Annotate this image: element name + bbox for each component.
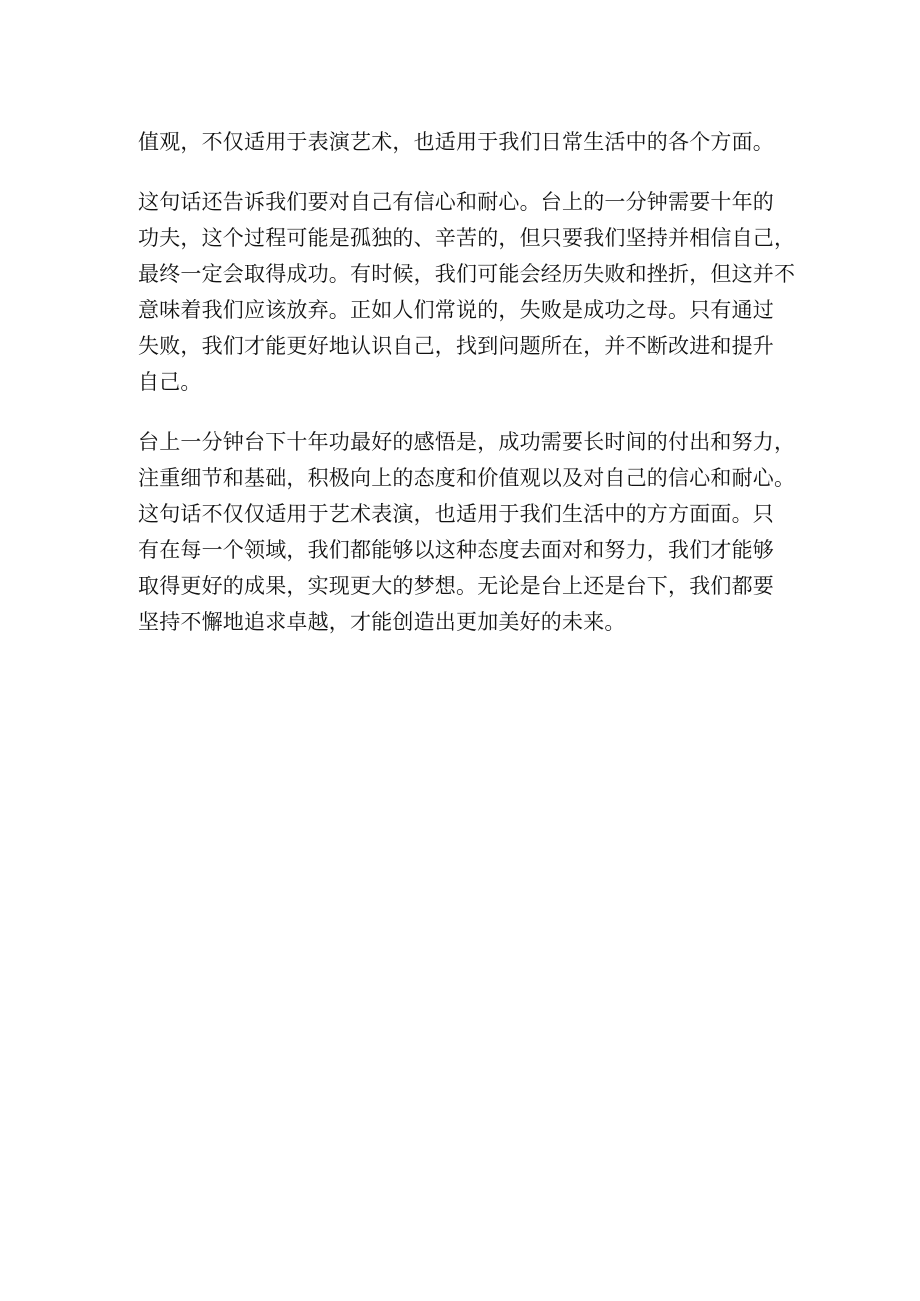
paragraph-line: 取得更好的成果，实现更大的梦想。无论是台上还是台下，我们都要 bbox=[138, 574, 774, 598]
paragraph-line: 自己。 bbox=[138, 370, 202, 394]
paragraph-1 bbox=[138, 124, 808, 160]
paragraph-line: 意味着我们应该放弃。正如人们常说的，失败是成功之母。只有通过 bbox=[138, 298, 774, 322]
document-page bbox=[138, 124, 808, 664]
paragraph-line: 这句话还告诉我们要对自己有信心和耐心。台上的一分钟需要十年的 bbox=[138, 190, 774, 214]
paragraph-line: 这句话不仅仅适用于艺术表演，也适用于我们生活中的方方面面。只 bbox=[138, 502, 774, 526]
paragraph-line: 注重细节和基础，积极向上的态度和价值观以及对自己的信心和耐心。 bbox=[138, 466, 796, 490]
paragraph-line: 失败，我们才能更好地认识自己，找到问题所在，并不断改进和提升 bbox=[138, 334, 774, 358]
paragraph-line: 坚持不懈地追求卓越，才能创造出更加美好的未来。 bbox=[138, 610, 626, 634]
paragraph-line: 有在每一个领域，我们都能够以这种态度去面对和努力，我们才能够 bbox=[138, 538, 774, 562]
paragraph-line: 台上一分钟台下十年功最好的感悟是，成功需要长时间的付出和努力， bbox=[138, 430, 796, 454]
paragraph-2 bbox=[138, 184, 808, 400]
paragraph-line: 最终一定会取得成功。有时候，我们可能会经历失败和挫折，但这并不 bbox=[138, 262, 796, 286]
paragraph-3 bbox=[138, 424, 808, 640]
paragraph-line: 值观，不仅适用于表演艺术，也适用于我们日常生活中的各个方面。 bbox=[138, 130, 774, 154]
paragraph-line: 功夫，这个过程可能是孤独的、辛苦的，但只要我们坚持并相信自己， bbox=[138, 226, 796, 250]
